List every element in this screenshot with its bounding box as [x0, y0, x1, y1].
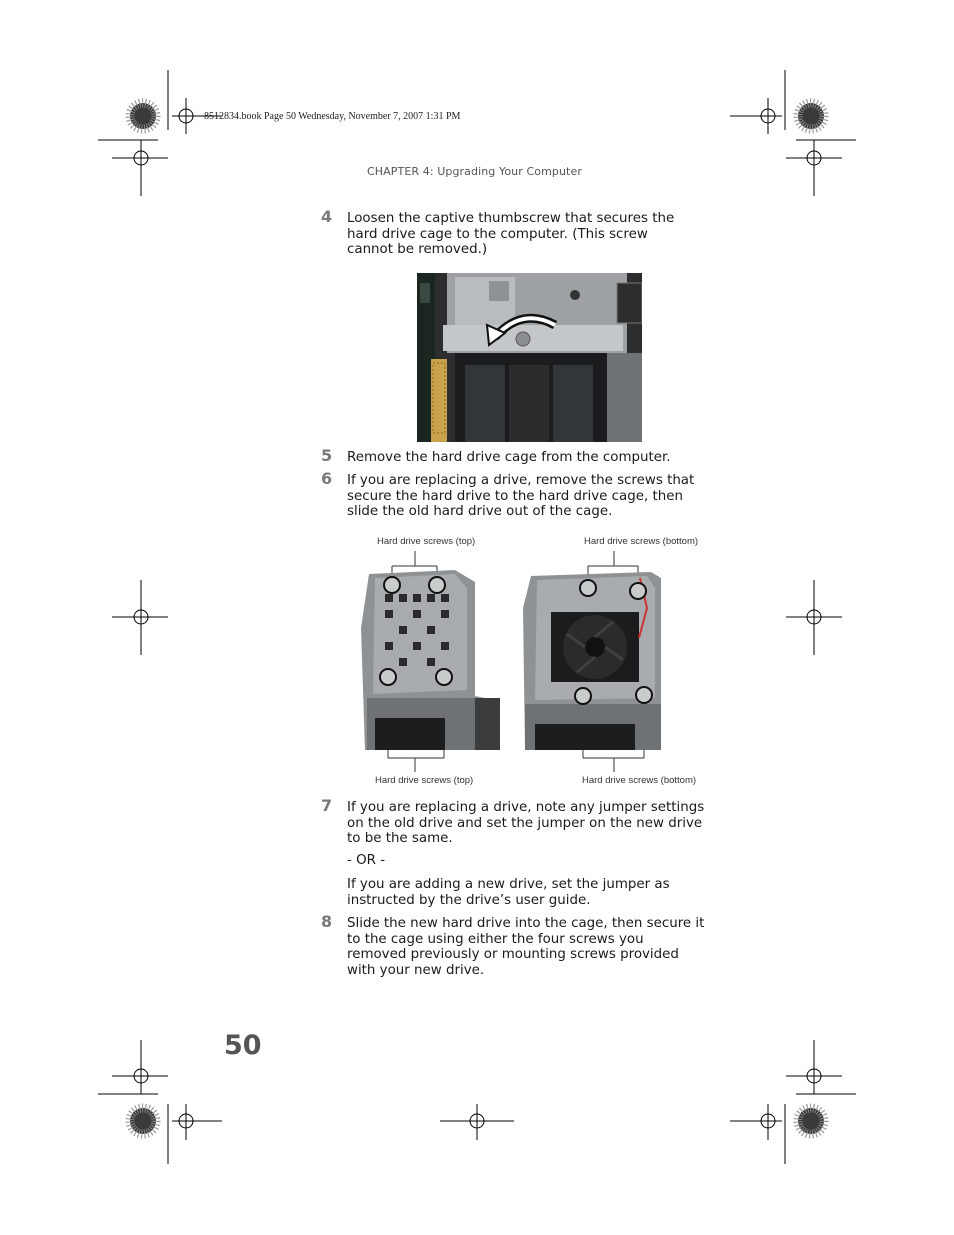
step-text: Slide the new hard drive into the cage, then secure it to the cage using either the four screws you removed previously or mounting screws provided with your new drive.: [347, 916, 705, 978]
crosshair-mark: [730, 98, 782, 134]
step-number: 5: [321, 446, 333, 465]
star-target-mark: [130, 1108, 156, 1134]
crosshair-mark: [786, 140, 842, 196]
step-text: If you are replacing a drive, remove the screws that secure the hard drive to the hard drive cage, then slide the old hard drive out of the cage.: [347, 473, 695, 520]
crosshair-mark: [112, 1040, 168, 1094]
step-text: If you are replacing a drive, note any jumper settings on the old drive and set the jumper on the new drive to be the same.: [347, 800, 705, 847]
step-text: Remove the hard drive cage from the computer.: [347, 450, 671, 465]
hard-drive-cage-photo: [355, 548, 685, 773]
caption-screws-bottom: Hard drive screws (bottom): [584, 536, 699, 547]
crosshair-mark: [786, 1040, 842, 1094]
crosshair-mark: [730, 1104, 782, 1140]
cage-bottom-view: [523, 572, 661, 750]
step-number: 7: [321, 796, 333, 815]
caption-screws-top: Hard drive screws (top): [375, 775, 474, 786]
crosshair-mark: [112, 140, 168, 196]
or-separator: - OR -: [347, 853, 386, 868]
step-text: Loosen the captive thumbscrew that secures the hard drive cage to the computer. (This screw cannot be removed.): [347, 211, 675, 258]
step-number: 8: [321, 912, 333, 931]
step-number: 4: [321, 207, 333, 226]
crosshair-mark: [786, 580, 842, 655]
thumbscrew-photo: [417, 273, 642, 442]
crosshair-mark: [172, 1104, 222, 1140]
page-number: 50: [224, 1030, 262, 1061]
crosshair-mark: [112, 580, 168, 655]
caption-screws-top: Hard drive screws (top): [377, 536, 476, 547]
star-target-mark: [130, 103, 156, 129]
star-target-mark: [798, 103, 824, 129]
book-file-info: 8512834.book Page 50 Wednesday, November 7, 2007 1:31 PM: [204, 111, 461, 122]
step-text-alternative: If you are adding a new drive, set the jumper as instructed by the drive’s user guide.: [347, 877, 670, 908]
step-number: 6: [321, 469, 333, 488]
crosshair-mark: [440, 1104, 514, 1140]
cage-top-view: [361, 570, 500, 750]
star-target-mark: [798, 1108, 824, 1134]
chapter-header: CHAPTER 4: Upgrading Your Computer: [367, 165, 582, 178]
caption-screws-bottom: Hard drive screws (bottom): [582, 775, 697, 786]
